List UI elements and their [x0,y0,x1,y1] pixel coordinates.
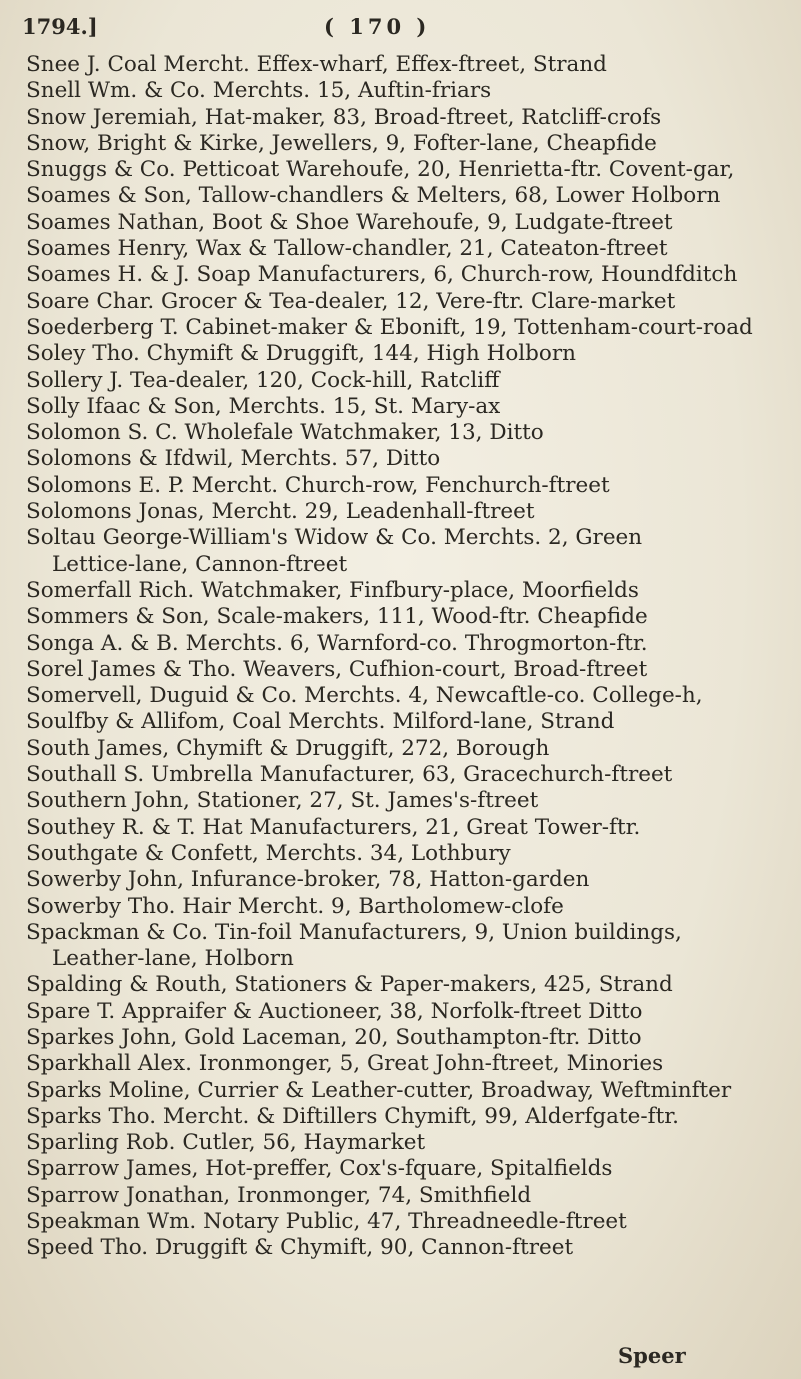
directory-entry: Sparks Tho. Mercht. & Diftillers Chymift, 99, Alderfgate-ftr. [26,1103,679,1129]
directory-entry: Solomon S. C. Wholefale Watchmaker, 13, Ditto [26,420,544,446]
directory-entry: Solomons E. P. Mercht. Church-row, Fenchurch-ftreet [26,472,610,498]
directory-entry: Southall S. Umbrella Manufacturer, 63, Gracechurch-ftreet [26,762,673,788]
directory-entry: Sparrow James, Hot-preffer, Cox's-fquare, Spitalfields [26,1156,613,1182]
directory-entry: Soames & Son, Tallow-chandlers & Melters, 68, Lower Holborn [26,183,721,209]
directory-entry: Sommers & Son, Scale-makers, 111, Wood-ftr. Cheapfide [26,604,648,630]
directory-entry: Sparkhall Alex. Ironmonger, 5, Great John-ftreet, Minories [26,1051,664,1077]
directory-entry: Sorel James & Tho. Weavers, Cufhion-court, Broad-ftreet [26,656,648,682]
directory-entry: Songa A. & B. Merchts. 6, Warnford-co. Throgmorton-ftr. [26,630,648,656]
directory-entry: Soames H. & J. Soap Manufacturers, 6, Church-row, Houndfditch [26,262,738,288]
directory-entry: Spackman & Co. Tin-foil Manufacturers, 9, Union buildings, [26,919,682,945]
directory-entry: Spare T. Appraifer & Auctioneer, 38, Norfolk-ftreet Ditto [26,998,643,1024]
directory-entry: Speed Tho. Druggift & Chymift, 90, Cannon-ftreet [26,1235,574,1261]
directory-entry: Sollery J. Tea-dealer, 120, Cock-hill, Ratcliff [26,367,500,393]
directory-entry: Snell Wm. & Co. Merchts. 15, Auftin-friars [26,78,492,104]
directory-entry: Southgate & Confett, Merchts. 34, Lothbury [26,840,511,866]
directory-entry: Snow, Bright & Kirke, Jewellers, 9, Fofter-lane, Cheapfide [26,130,657,156]
directory-entry: Soames Nathan, Boot & Shoe Warehoufe, 9, Ludgate-ftreet [26,209,673,235]
directory-entry: Soames Henry, Wax & Tallow-chandler, 21, Cateaton-ftreet [26,236,668,262]
directory-entry: Sparks Moline, Currier & Leather-cutter, Broadway, Weftminfter [26,1077,732,1103]
directory-entry: Soederberg T. Cabinet-maker & Ebonift, 19, Tottenham-court-road [26,314,753,340]
catchword: Speer [618,1343,686,1368]
directory-entry: Southey R. & T. Hat Manufacturers, 21, Great Tower-ftr. [26,814,641,840]
directory-entry: Sparrow Jonathan, Ironmonger, 74, Smithfield [26,1182,532,1208]
directory-entry: Snow Jeremiah, Hat-maker, 83, Broad-ftreet, Ratcliff-crofs [26,104,662,130]
directory-entry: Sowerby Tho. Hair Mercht. 9, Bartholomew-clofe [26,893,564,919]
directory-entry: Spalding & Routh, Stationers & Paper-makers, 425, Strand [26,972,673,998]
directory-entries [26,52,785,1262]
directory-entry: Sowerby John, Infurance-broker, 78, Hatton-garden [26,867,590,893]
directory-entry-continuation: Leather-lane, Holborn [52,946,294,972]
directory-entry: Somervell, Duguid & Co. Merchts. 4, Newcaftle-co. College-h, [26,683,703,709]
directory-entry: Southern John, Stationer, 27, St. James's-ftreet [26,788,539,814]
directory-entry: Soltau George-William's Widow & Co. Merchts. 2, Green [26,525,643,551]
page-number: ( 170 ) [324,14,431,39]
directory-entry: Soulfby & Allifom, Coal Merchts. Milford-lane, Strand [26,709,615,735]
directory-entry: Soley Tho. Chymift & Druggift, 144, High Holborn [26,341,576,367]
directory-entry: Sparkes John, Gold Laceman, 20, Southampton-ftr. Ditto [26,1024,642,1050]
directory-entry-continuation: Lettice-lane, Cannon-ftreet [52,551,348,577]
directory-entry: Soare Char. Grocer & Tea-dealer, 12, Vere-ftr. Clare-market [26,288,676,314]
directory-entry: Snuggs & Co. Petticoat Warehoufe, 20, Henrietta-ftr. Covent-gar, [26,157,735,183]
directory-entry: Speakman Wm. Notary Public, 47, Threadneedle-ftreet [26,1209,627,1235]
directory-entry: Snee J. Coal Mercht. Effex-wharf, Effex-ftreet, Strand [26,52,607,77]
directory-entry: Sparling Rob. Cutler, 56, Haymarket [26,1130,426,1156]
directory-entry: South James, Chymift & Druggift, 272, Borough [26,735,550,761]
page-year: 1794.] [22,14,98,39]
directory-entry: Somerfall Rich. Watchmaker, Finfbury-place, Moorfields [26,577,639,603]
directory-entry: Solomons & Ifdwil, Merchts. 57, Ditto [26,446,441,472]
directory-entry: Solomons Jonas, Mercht. 29, Leadenhall-ftreet [26,499,535,525]
page-header [22,14,779,44]
directory-entry: Solly Ifaac & Son, Merchts. 15, St. Mary-ax [26,393,501,419]
